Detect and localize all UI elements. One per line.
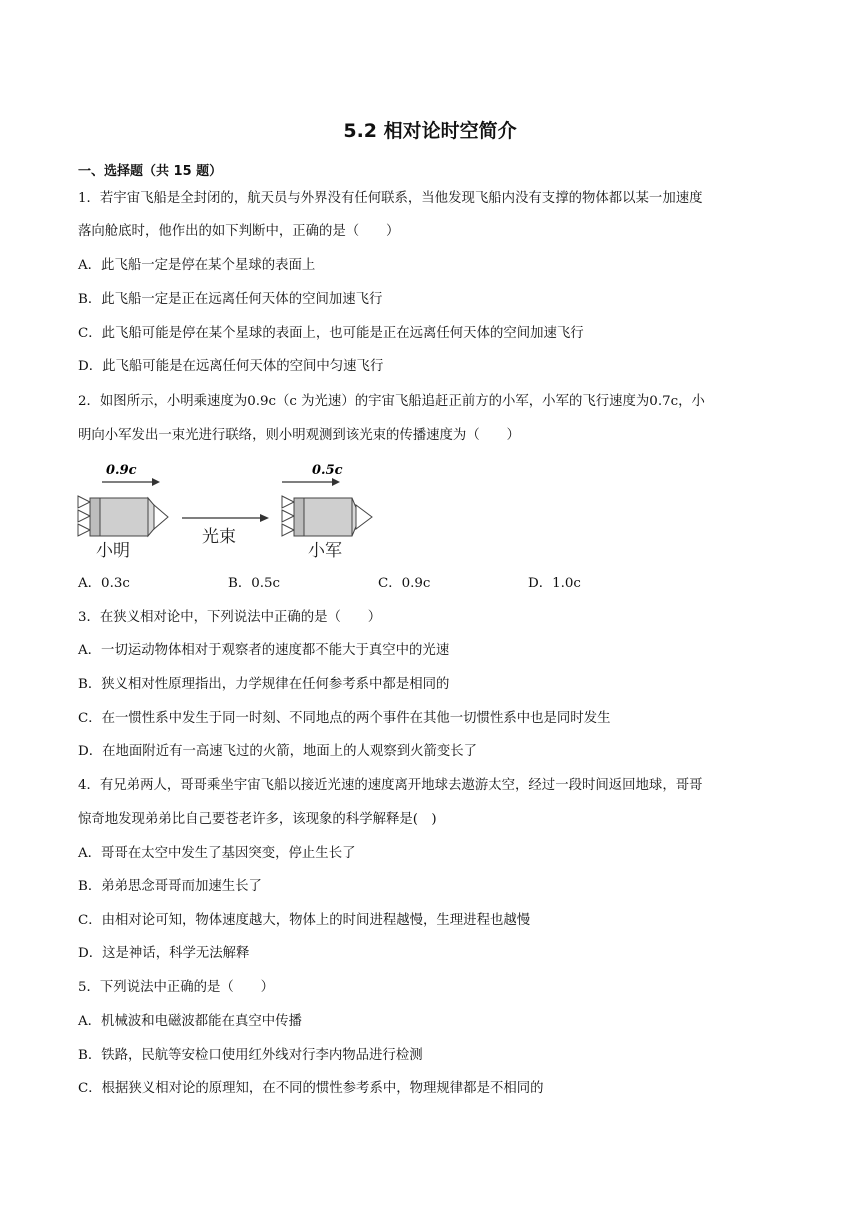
q2-option-b: B．0.5c [228, 576, 281, 591]
q5-option-c: C．根据狭义相对论的原理知，在不同的惯性参考系中，物理规律都是不相同的 [78, 1081, 544, 1096]
rocket-figure [76, 462, 376, 562]
q2-stem-line-1: 2．如图所示，小明乘速度为0.9c（c 为光速）的宇宙飞船追赶正前方的小军，小军的飞行速度为0.7c，小 [78, 394, 705, 409]
section-heading: 一、选择题（共 15 题） [78, 164, 223, 179]
q5-option-b: B．铁路，民航等安检口使用红外线对行李内物品进行检测 [78, 1048, 423, 1063]
q2-stem-line-2: 明向小军发出一束光进行联络，则小明观测到该光束的传播速度为（ ） [78, 428, 520, 443]
q1-option-a: A．此飞船一定是停在某个星球的表面上 [78, 258, 316, 273]
left-rocket [78, 496, 168, 536]
q2-option-d: D．1.0c [528, 576, 581, 591]
right-rocket [282, 496, 372, 536]
q1-stem-line-1: 1．若宇宙飞船是全封闭的，航天员与外界没有任何联系，当他发现飞船内没有支撑的物体都以某一加速度 [78, 191, 703, 206]
rocket-diagram [76, 462, 376, 562]
q5-option-a: A．机械波和电磁波都能在真空中传播 [78, 1014, 302, 1029]
q2-option-a: A．0.3c [78, 576, 130, 591]
q3-option-a: A．一切运动物体相对于观察者的速度都不能大于真空中的光速 [78, 643, 450, 658]
q1-stem-line-2: 落向舱底时，他作出的如下判断中，正确的是（ ） [78, 224, 400, 239]
q3-stem-line-1: 3．在狭义相对论中，下列说法中正确的是（ ） [78, 610, 382, 625]
q4-stem-line-1: 4．有兄弟两人，哥哥乘坐宇宙飞船以接近光速的速度离开地球去遨游太空，经过一段时间返回地球，哥哥 [78, 778, 703, 793]
left-person-label: 小明 [96, 541, 130, 561]
left-arrow-head [152, 478, 160, 486]
q1-option-d: D．此飞船可能是在远离任何天体的空间中匀速飞行 [78, 359, 384, 374]
q4-option-d: D．这是神话，科学无法解释 [78, 946, 250, 961]
q1-option-c: C．此飞船可能是停在某个星球的表面上，也可能是正在远离任何天体的空间加速飞行 [78, 326, 584, 341]
q4-option-a: A．哥哥在太空中发生了基因突变，停止生长了 [78, 846, 356, 861]
q3-option-d: D．在地面附近有一高速飞过的火箭，地面上的人观察到火箭变长了 [78, 744, 478, 759]
q4-option-c: C．由相对论可知，物体速度越大，物体上的时间进程越慢，生理进程也越慢 [78, 913, 531, 928]
q4-stem-line-2: 惊奇地发现弟弟比自己要苍老许多，该现象的科学解释是( ) [78, 812, 437, 827]
right-speed-label: 0.5c [312, 463, 343, 478]
q1-option-b: B．此飞船一定是正在远离任何天体的空间加速飞行 [78, 292, 383, 307]
light-beam-label: 光束 [202, 527, 236, 547]
light-beam-arrow-head [260, 514, 269, 522]
page-title: 5.2 相对论时空简介 [343, 120, 517, 142]
right-person-label: 小军 [308, 541, 342, 561]
q5-stem-line-1: 5．下列说法中正确的是（ ） [78, 980, 274, 995]
q3-option-b: B．狭义相对性原理指出，力学规律在任何参考系中都是相同的 [78, 677, 450, 692]
q3-option-c: C．在一惯性系中发生于同一时刻、不同地点的两个事件在其他一切惯性系中也是同时发生 [78, 711, 611, 726]
right-arrow-head [332, 478, 340, 486]
left-speed-label: 0.9c [106, 463, 137, 478]
q2-option-c: C．0.9c [378, 576, 431, 591]
q4-option-b: B．弟弟思念哥哥而加速生长了 [78, 879, 262, 894]
